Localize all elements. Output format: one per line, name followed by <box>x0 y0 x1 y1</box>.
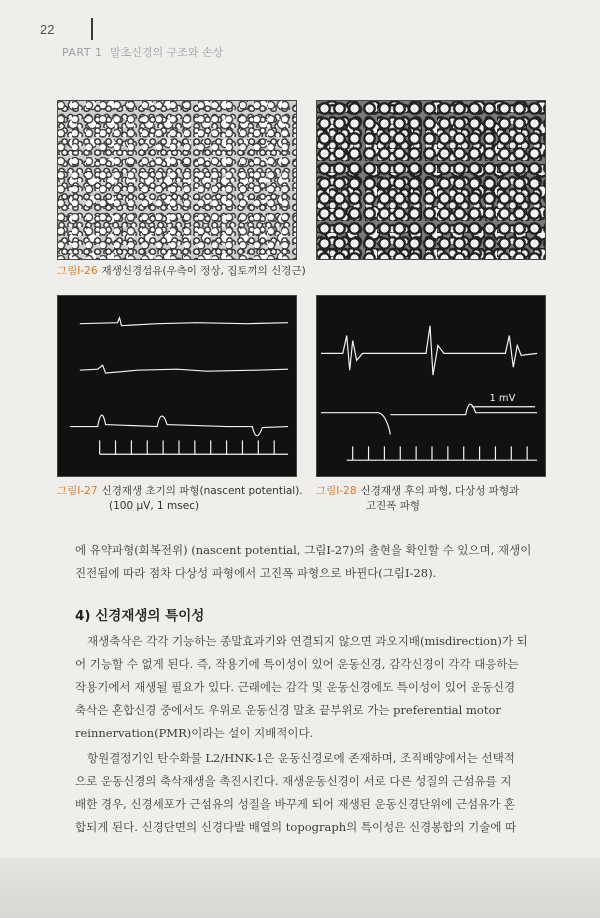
figure-26-label: 그림I-26 <box>57 265 98 277</box>
figure-27-caption-line1: 신경재생 초기의 파형(nascent potential). <box>101 485 303 497</box>
figure-26-left-micrograph <box>57 100 297 260</box>
paragraph-line: 어 기능할 수 없게 된다. 즉, 작용기에 특이성이 있어 운동신경, 감각신경이 각각 대응하는 <box>75 657 519 671</box>
scale-bar-label: 1 mV <box>489 392 516 404</box>
figure-26-caption-text: 재생신경섬유(우측이 정상, 집토끼의 신경근) <box>101 265 306 277</box>
paragraph-line: 항원결정기인 탄수화물 L2/HNK-1은 운동신경로에 존재하며, 조직배양에서는 선택적 <box>87 751 515 765</box>
section-heading: 4) 신경재생의 특이성 <box>75 608 205 624</box>
paragraph-line: 에 유약파형(회복전위) (nascent potential, 그림I-27)의 출현을 확인할 수 있으며, 재생이 <box>75 543 532 557</box>
header-divider <box>91 18 93 40</box>
figure-27-caption-line2: (100 μV, 1 msec) <box>109 500 200 512</box>
figure-27-label: 그림I-27 <box>57 485 98 497</box>
chapter-title: 말초신경의 구조와 손상 <box>110 46 224 59</box>
page-number: 22 <box>40 22 55 37</box>
paragraph-line: 축삭은 혼합신경 중에서도 우위로 운동신경 말초 끝부위로 가는 preferential motor <box>75 703 501 717</box>
figure-26-right-micrograph <box>316 100 546 260</box>
figure-28-caption <box>316 484 546 514</box>
figure-28-oscilloscope <box>316 295 546 477</box>
part-label: PART 1 <box>62 46 103 59</box>
figure-28-caption-line1: 신경재생 후의 파형, 다상성 파형과 <box>360 485 520 497</box>
page-bottom-shadow <box>0 858 600 918</box>
paragraph-line: 합되게 된다. 신경단면의 신경다발 배열의 topograph의 특이성은 신경봉합의 기술에 따 <box>75 820 517 834</box>
paragraph-line: reinnervation(PMR)이라는 설이 지배적이다. <box>75 726 314 740</box>
paragraph-line: 진전됨에 따라 점차 다상성 파형에서 고진폭 파형으로 바뀐다(그림I-28). <box>75 566 437 580</box>
figure-26-caption <box>57 264 306 279</box>
figure-27-caption <box>57 484 307 514</box>
figure-28-caption-line2: 고진폭 파형 <box>366 500 421 512</box>
paragraph-line: 배한 경우, 신경세포가 근섬유의 성질을 바꾸게 되어 재생된 운동신경단위에 근섬유가 혼 <box>75 797 516 811</box>
paragraph-line: 재생축삭은 각각 기능하는 종말효과기와 연결되지 않으면 과오지배(misdirection)가 되 <box>87 634 528 648</box>
figure-27-oscilloscope <box>57 295 297 477</box>
figure-28-label: 그림I-28 <box>316 485 357 497</box>
paragraph-line: 작용기에서 재생될 필요가 있다. 근래에는 감각 및 운동신경에도 특이성이 있어 운동신경 <box>75 680 516 694</box>
paragraph-line: 으로 운동신경의 축삭재생을 촉진시킨다. 재생운동신경이 서로 다른 성질의 근섬유를 지 <box>75 774 512 788</box>
running-head <box>62 44 223 60</box>
